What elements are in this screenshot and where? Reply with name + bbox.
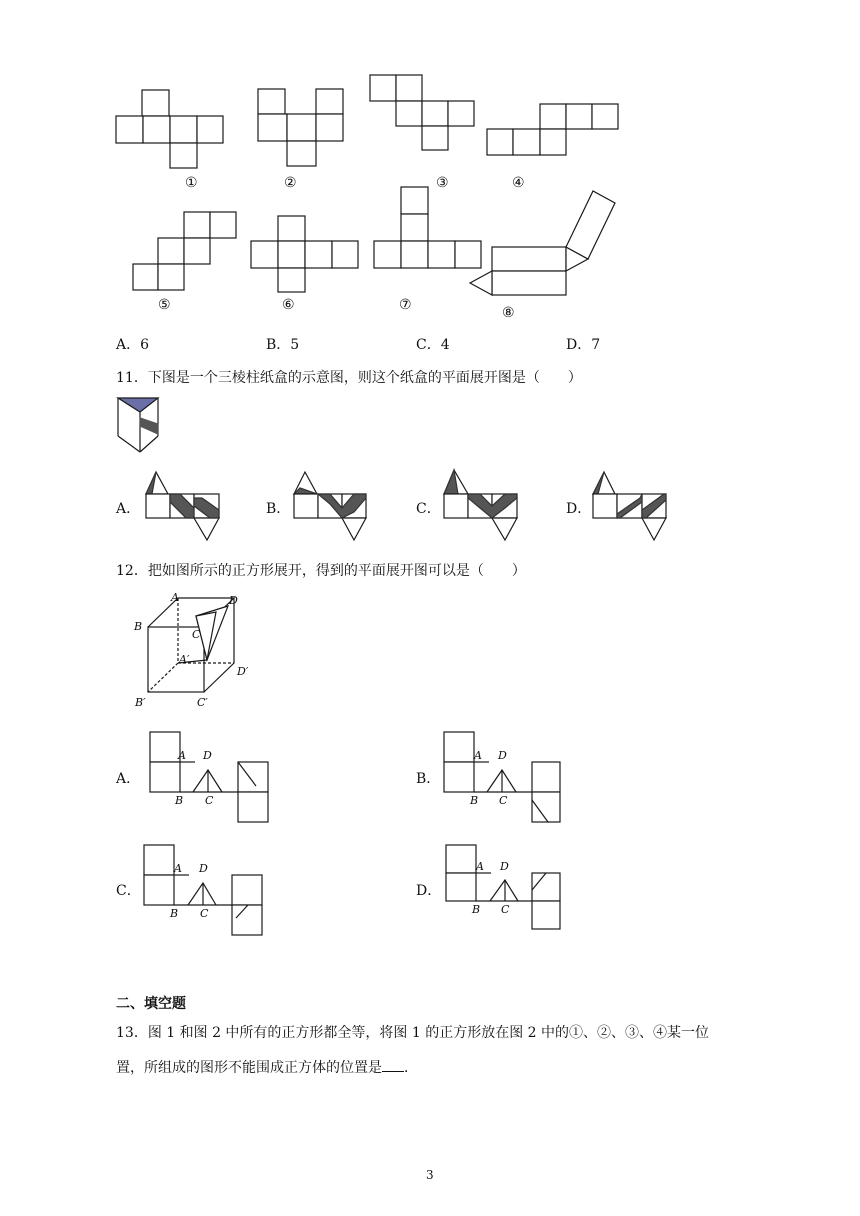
cube-label-d: D (229, 594, 238, 607)
cube-label-a: A (171, 591, 179, 604)
net-d-label-c: C (501, 903, 510, 916)
option-value: 6 (140, 337, 150, 353)
q13-line-2-end: ． (404, 1060, 418, 1076)
q11-option-b: B． (266, 501, 291, 517)
net-d-label-d: D (500, 860, 509, 873)
net-label-4: ④ (512, 175, 525, 191)
net-a-label-d: D (203, 749, 212, 762)
option-letter: A． (116, 337, 141, 353)
q11-option-c: C． (416, 501, 441, 517)
net-a-label-c: C (205, 794, 214, 807)
option-value: 7 (591, 337, 601, 353)
net-b-label-a: A (474, 749, 482, 762)
option-letter: B． (266, 337, 291, 353)
cube-label-d-prime: D′ (237, 665, 249, 678)
net-c-label-d: D (199, 862, 208, 875)
q11-stem: 11．下图是一个三棱柱纸盒的示意图，则这个纸盒的平面展开图是（ ） (116, 370, 582, 386)
q12-option-a: A． (116, 771, 141, 787)
net-c-label-c: C (200, 907, 209, 920)
q13-line-2 (116, 1057, 418, 1077)
option-value: 5 (290, 337, 300, 353)
q13-line-2-text: 置，所组成的图形不能围成正方体的位置是 (116, 1060, 382, 1076)
q12-net-c (144, 845, 262, 935)
net-c-label-a: A (174, 862, 182, 875)
q13-line-1: 13．图 1 和图 2 中所有的正方形都全等，将图 1 的正方形放在图 2 中的①、②、③、④某一位 (116, 1025, 710, 1041)
option-letter: D． (566, 337, 592, 353)
q12-option-b: B． (416, 771, 441, 787)
q12-stem: 12．把如图所示的正方形展开，得到的平面展开图可以是（ ） (116, 563, 526, 579)
cube-label-a-prime: A′ (179, 653, 190, 666)
cube-label-c-prime: C′ (197, 696, 208, 709)
q12-net-d (446, 845, 560, 929)
q12-option-c: C． (116, 883, 141, 899)
net-d-label-b: B (472, 903, 481, 916)
cube-label-b-prime: B′ (135, 696, 146, 709)
q12-net-a (150, 732, 268, 822)
net-b-label-c: C (499, 794, 508, 807)
net-label-3: ③ (436, 175, 449, 191)
net-c-label-b: B (170, 907, 179, 920)
net-b-label-d: D (498, 749, 507, 762)
net-label-8: ⑧ (502, 305, 515, 321)
net-label-7: ⑦ (399, 297, 412, 313)
cube-label-b: B (134, 620, 143, 633)
net-label-5: ⑤ (158, 297, 171, 313)
option-letter: C． (416, 337, 441, 353)
net-label-2: ② (284, 175, 297, 191)
q12-net-b (444, 732, 560, 822)
net-a-label-a: A (178, 749, 186, 762)
q12-option-d: D． (416, 883, 442, 899)
net-label-6: ⑥ (282, 297, 295, 313)
q11-option-a: A． (116, 501, 141, 517)
net-label-1: ① (185, 175, 198, 191)
answer-blank[interactable] (382, 1059, 404, 1072)
page-number: 3 (426, 1168, 434, 1182)
net-a-label-b: B (175, 794, 184, 807)
net-d-label-a: A (476, 860, 484, 873)
option-value: 4 (440, 337, 450, 353)
cube-label-c: C (192, 628, 201, 641)
net-b-label-b: B (470, 794, 479, 807)
q11-option-d: D． (566, 501, 592, 517)
section-title-fill-in: 二、填空题 (116, 996, 186, 1012)
